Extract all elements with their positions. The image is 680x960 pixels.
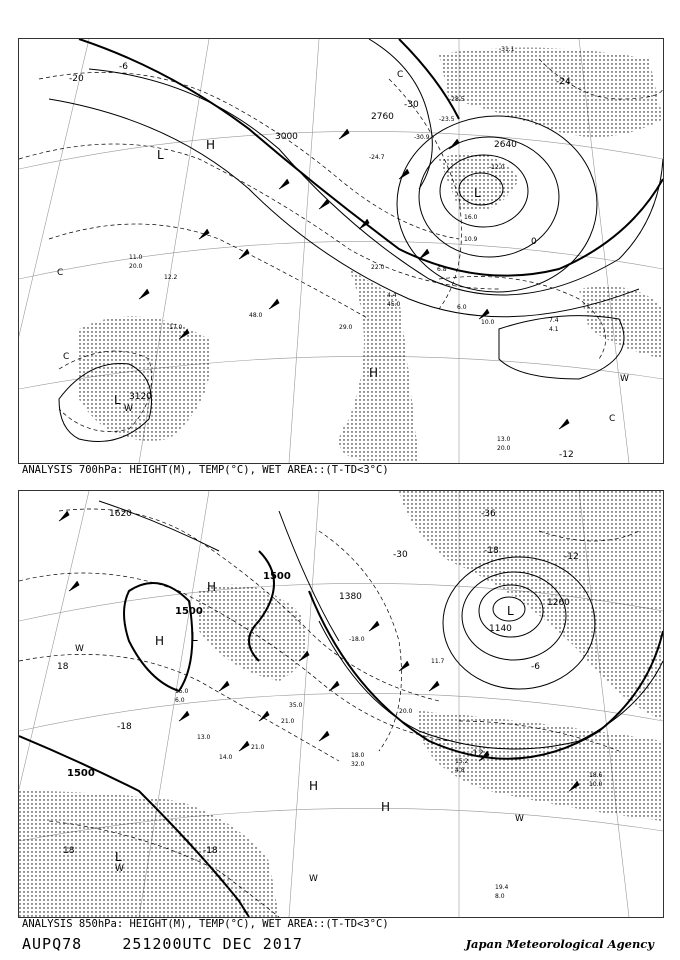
station-value: 13.0 [197,734,211,741]
footer-id [22,935,303,953]
product-code: AUPQ78 [22,935,83,953]
station-value: 13.0 [497,436,511,443]
station-value: 6.8 [437,266,447,273]
height-label: 1380 [339,592,362,602]
cold-marker: C [63,352,70,362]
temp-label: -6 [531,662,540,672]
height-label: 2640 [494,140,517,150]
cold-marker: C [609,414,616,424]
height-label: 1500 [263,571,291,582]
station-value: 11.0 [129,254,143,261]
station-value: 10.9 [464,236,478,243]
height-label: 1500 [175,606,203,617]
chart-850hpa [18,490,664,918]
station-value: 8.0 [495,893,505,900]
height-label: 2760 [371,112,394,122]
temp-label: -36 [481,509,496,519]
station-value: 15.0 [175,688,189,695]
station-value: -18.0 [349,636,365,643]
high-center: H [381,800,391,814]
height-label: 3120 [129,392,152,402]
map-700hpa [19,39,663,463]
warm-marker: W [309,874,318,884]
station-value: 32.0 [351,761,365,768]
station-value: 20.0 [129,263,143,270]
height-label: 1620 [109,509,132,519]
low-center: L [507,604,514,618]
warm-marker: W [515,814,524,824]
station-value: 7.4 [549,317,559,324]
station-value: 16.0 [464,214,478,221]
station-value: 17.0 [169,324,183,331]
temp-label: -6 [119,62,128,72]
temp-label: 0 [531,237,537,247]
temp-label: 18 [57,662,69,672]
station-value: 4.4 [387,292,397,299]
chart-700hpa [18,38,664,464]
temp-label: -30 [393,550,408,560]
warm-marker: W [115,864,124,874]
temp-label: -18 [484,546,499,556]
station-value: 21.0 [281,718,295,725]
cold-marker: C [57,268,64,278]
temp-label: -18 [203,846,218,856]
station-value: -28.5 [449,96,465,103]
height-label: 3000 [275,132,298,142]
station-value: 45.0 [387,301,401,308]
temp-label: -30 [404,100,419,110]
caption-700hpa: ANALYSIS 700hPa: HEIGHT(M), TEMP(°C), WET AREA::(T-TD<3°C) [22,464,389,476]
station-value: 14.0 [219,754,233,761]
low-center: L [114,393,121,407]
station-value: 18.0 [351,752,365,759]
station-value: 19.4 [495,884,509,891]
station-value: 20.0 [399,708,413,715]
height-label: 1500 [67,768,95,779]
station-value: 10.0 [589,781,603,788]
height-label: 1260 [547,598,570,608]
station-value: 29.0 [339,324,353,331]
station-value: -24.7 [369,154,385,161]
station-value: 20.0 [497,445,511,452]
station-value: 11.7 [431,658,445,665]
station-value: 6.0 [457,304,467,311]
temp-label: -12 [469,749,484,759]
station-value: 21.0 [251,744,265,751]
station-value: 6.0 [175,697,185,704]
station-value: 4.8 [455,767,465,774]
station-value: 15.2 [455,758,469,765]
station-value: 35.0 [289,702,303,709]
warm-marker: W [124,404,133,414]
height-label: 1140 [489,624,512,634]
station-value: -23.5 [439,116,455,123]
high-center: H [155,634,165,648]
temp-label: -12 [564,552,579,562]
temp-label: -24 [556,77,571,87]
high-center: H [309,779,319,793]
station-value: -30.9 [414,134,430,141]
high-center: H [206,138,216,152]
warm-marker: W [75,644,84,654]
station-value: -31.1 [499,46,515,53]
high-center: H [207,580,217,594]
agency-name: Japan Meteorological Agency [465,937,654,951]
valid-time: 251200UTC DEC 2017 [122,935,303,953]
low-center: L [157,148,164,162]
map-850hpa [19,491,663,917]
temp-label: 18 [63,846,75,856]
temp-label: -20 [69,74,84,84]
temp-label: -18 [117,722,132,732]
station-value: 22.0 [371,264,385,271]
high-center: H [369,366,379,380]
caption-850hpa: ANALYSIS 850hPa: HEIGHT(M), TEMP(°C), WET AREA::(T-TD<3°C) [22,918,389,930]
warm-marker: W [620,374,629,384]
low-center: L [474,186,481,200]
station-value: 48.0 [249,312,263,319]
station-value: 12.2 [164,274,178,281]
cold-marker: C [397,70,404,80]
station-value: 18.6 [589,772,603,779]
temp-label: -12 [559,450,574,460]
station-value: -12.0 [489,164,505,171]
station-value: 4.1 [549,326,559,333]
low-center: L [191,630,198,644]
station-value: 10.0 [481,319,495,326]
low-center: L [115,850,122,864]
